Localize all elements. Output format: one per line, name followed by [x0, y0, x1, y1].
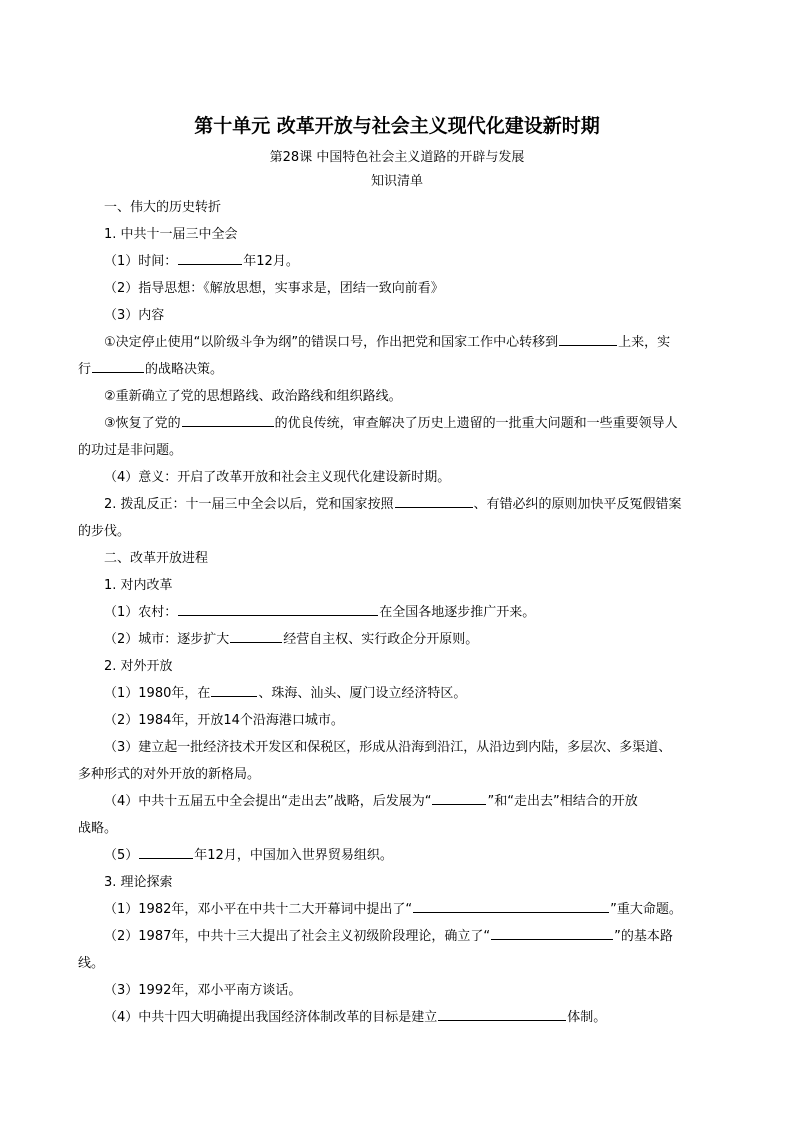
opening-1-line: （1）1980年，在 、珠海、汕头、厦门设立经济特区。 [78, 680, 716, 707]
rural-line: （1）农村： 在全国各地逐步推广开来。 [78, 599, 716, 626]
guiding-thought-line: （2）指导思想：《解放思想，实事求是，团结一致向前看》 [104, 281, 444, 296]
section-2-heading: 二、改革开放进程 [104, 551, 209, 566]
lesson-title: 第28课 中国特色社会主义道路的开辟与发展 [269, 150, 525, 165]
blank-wto-year[interactable] [139, 844, 193, 859]
blank-tradition[interactable] [182, 412, 274, 427]
opening-2-line: （2）1984年，开放14个沿海港口城市。 [104, 713, 344, 728]
knowledge-list-title: 知识清单 [370, 174, 423, 189]
blank-economic-system[interactable] [438, 1006, 566, 1021]
meaning-line: （4）意义：开启了改革开放和社会主义现代化建设新时期。 [104, 470, 451, 485]
content-3-line-cont: 的功过是非问题。 [78, 443, 183, 458]
blank-sez-city[interactable] [211, 682, 257, 697]
city-line: （2）城市：逐步扩大 经营自主权、实行政企分开原则。 [78, 626, 716, 653]
section-2-item-1-heading: 1. 对内改革 [104, 578, 173, 593]
opening-3-line: （3）建立起一批经济技术开发区和保税区，形成从沿海到沿江，从沿边到内陆，多层次、多渠道、 [104, 740, 672, 755]
content-2-line: ②重新确立了党的思想路线、政治路线和组织路线。 [104, 389, 402, 404]
opening-3-line-cont: 多种形式的对外开放的新格局。 [78, 767, 261, 782]
time-line: （1）时间： 年12月。 [78, 248, 716, 275]
blank-rural-reform[interactable] [178, 601, 378, 616]
section-2-item-3-heading: 3. 理论探索 [104, 875, 173, 890]
blank-policy[interactable] [92, 358, 144, 373]
blank-enterprise[interactable] [230, 628, 282, 643]
blank-bring-in[interactable] [432, 790, 486, 805]
blank-work-center[interactable] [559, 331, 617, 346]
section-1-item-2-line-cont: 的步伐。 [78, 524, 131, 539]
content-heading: （3）内容 [104, 308, 165, 323]
section-1-item-1-heading: 1. 中共十一届三中全会 [104, 227, 238, 242]
opening-4-line: （4）中共十五届五中全会提出“走出去”战略，后发展为“ ”和“走出去”相结合的开放 [78, 788, 716, 815]
theory-4-line: （4）中共十四大明确提出我国经济体制改革的目标是建立 体制。 [78, 1004, 716, 1031]
blank-major-proposition[interactable] [413, 898, 609, 913]
opening-5-line: （5） 年12月，中国加入世界贸易组织。 [78, 842, 716, 869]
section-1-heading: 一、伟大的历史转折 [104, 200, 222, 215]
unit-title: 第十单元 改革开放与社会主义现代化建设新时期 [194, 115, 600, 137]
theory-3-line: （3）1992年，邓小平南方谈话。 [104, 983, 302, 998]
blank-year[interactable] [178, 250, 242, 265]
theory-2-line: （2）1987年，中共十三大提出了社会主义初级阶段理论，确立了“ ”的基本路 [78, 923, 716, 950]
blank-basic-line[interactable] [491, 925, 613, 940]
section-1-item-2-line: 2. 拨乱反正：十一届三中全会以后，党和国家按照 、有错必纠的原则加快平反冤假错案 [78, 491, 716, 518]
content-1-line-cont: 行 的战略决策。 [78, 356, 716, 383]
section-2-item-2-heading: 2. 对外开放 [104, 659, 173, 674]
theory-1-line: （1）1982年，邓小平在中共十二大开幕词中提出了“ ”重大命题。 [78, 896, 716, 923]
blank-principle[interactable] [395, 493, 473, 508]
content-1-line: ①决定停止使用“以阶级斗争为纲”的错误口号，作出把党和国家工作中心转移到 上来，实 [78, 329, 716, 356]
opening-4-line-cont: 战略。 [78, 821, 118, 836]
theory-2-line-cont: 线。 [78, 956, 105, 971]
content-3-line: ③恢复了党的 的优良传统，审查解决了历史上遗留的一批重大问题和一些重要领导人 [78, 410, 716, 437]
